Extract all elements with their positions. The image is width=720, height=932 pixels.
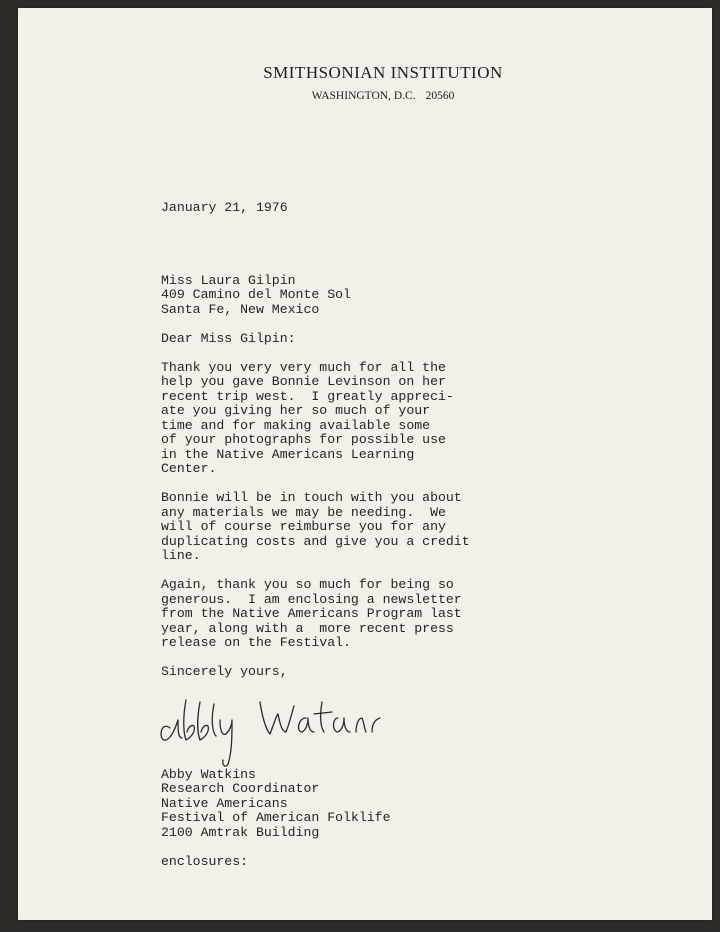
paragraph-line: of your photographs for possible use	[161, 432, 446, 447]
salutation: Dear Miss Gilpin:	[161, 330, 296, 346]
letterhead-address	[18, 90, 712, 102]
paragraph-line: duplicating costs and give you a credit	[161, 533, 470, 549]
paragraph-line: recent trip west. I greatly appreci-	[161, 388, 454, 404]
signature	[156, 680, 416, 770]
paragraph-line: in the Native Americans Learning	[161, 446, 415, 462]
paragraph-line: year, along with a more recent press	[161, 620, 454, 636]
recipient-line: Santa Fe, New Mexico	[161, 301, 320, 317]
paragraph-line: Bonnie will be in touch with you about	[161, 490, 462, 505]
enclosures: enclosures:	[161, 853, 249, 869]
paragraph-line: Again, thank you so much for being so	[161, 577, 454, 592]
paragraph-line: line.	[161, 548, 201, 563]
paragraph-1	[161, 361, 581, 477]
paragraph-line: from the Native Americans Program last	[161, 606, 462, 621]
paragraph-line: any materials we may be needing. We	[161, 504, 446, 520]
letterhead-city: WASHINGTON, D.C.	[311, 90, 416, 102]
paragraph-3	[161, 578, 581, 651]
closing: Sincerely yours,	[161, 664, 288, 679]
paragraph-line: Thank you very very much for all the	[161, 359, 446, 375]
letterhead-institution: SMITHSONIAN INSTITUTION	[263, 63, 503, 82]
letter-page	[18, 8, 712, 920]
recipient-line: Miss Laura Gilpin	[161, 272, 296, 288]
paragraph-line: ate you giving her so much of your	[161, 403, 431, 418]
sender-line: Festival of American Folklife	[161, 810, 391, 825]
paragraph-line: time and for making available some	[161, 417, 431, 433]
sender-line: Abby Watkins	[161, 766, 256, 782]
paragraph-line: will of course reimburse you for any	[161, 519, 446, 534]
paragraph-2	[161, 491, 581, 564]
letter-date: January 21, 1976	[161, 200, 288, 215]
paragraph-line: release on the Festival.	[161, 635, 351, 650]
paragraph-line: Center.	[161, 461, 217, 476]
sender-block	[161, 768, 581, 841]
recipient-address	[161, 274, 581, 318]
paragraph-line: generous. I am enclosing a newsletter	[161, 591, 462, 607]
recipient-line: 409 Camino del Monte Sol	[161, 287, 351, 302]
sender-line: Research Coordinator	[161, 781, 320, 796]
sender-line: Native Americans	[161, 795, 288, 811]
sender-line: 2100 Amtrak Building	[161, 824, 320, 840]
paragraph-line: help you gave Bonnie Levinson on her	[161, 374, 446, 389]
letterhead-zip: 20560	[425, 90, 455, 102]
